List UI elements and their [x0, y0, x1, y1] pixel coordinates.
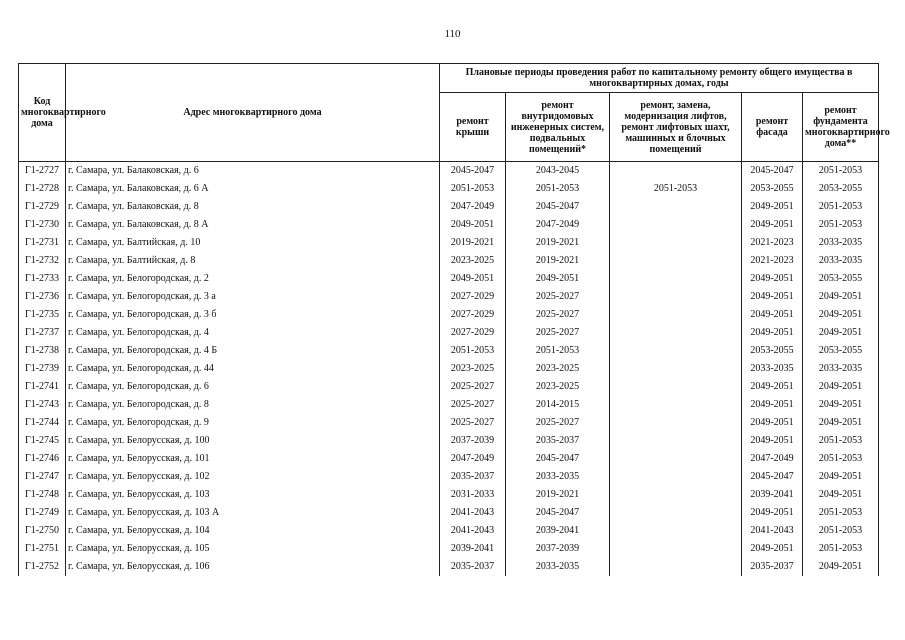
header-facade: ремонт фасада [742, 93, 803, 162]
cell-facade: 2049-2051 [742, 306, 803, 324]
cell-facade: 2021-2023 [742, 252, 803, 270]
cell-engineering: 2047-2049 [506, 216, 610, 234]
cell-address: г. Самара, ул. Белорусская, д. 102 [66, 468, 440, 486]
cell-engineering: 2025-2027 [506, 324, 610, 342]
cell-code: Г1-2751 [19, 540, 66, 558]
cell-code: Г1-2748 [19, 486, 66, 504]
cell-roof: 2019-2021 [440, 234, 506, 252]
cell-address: г. Самара, ул. Белогородская, д. 3 а [66, 288, 440, 306]
cell-engineering: 2045-2047 [506, 504, 610, 522]
cell-code: Г1-2735 [19, 306, 66, 324]
cell-engineering: 2037-2039 [506, 540, 610, 558]
cell-foundation: 2053-2055 [803, 270, 879, 288]
cell-foundation: 2051-2053 [803, 198, 879, 216]
cell-engineering: 2045-2047 [506, 450, 610, 468]
cell-lifts [610, 468, 742, 486]
cell-code: Г1-2732 [19, 252, 66, 270]
cell-foundation: 2049-2051 [803, 306, 879, 324]
cell-foundation: 2051-2053 [803, 162, 879, 181]
cell-lifts [610, 540, 742, 558]
cell-engineering: 2035-2037 [506, 432, 610, 450]
cell-foundation: 2051-2053 [803, 432, 879, 450]
cell-lifts [610, 252, 742, 270]
table-row [19, 342, 879, 360]
cell-facade: 2049-2051 [742, 378, 803, 396]
cell-engineering: 2014-2015 [506, 396, 610, 414]
cell-lifts [610, 198, 742, 216]
table-row [19, 360, 879, 378]
cell-facade: 2053-2055 [742, 342, 803, 360]
cell-lifts [610, 504, 742, 522]
cell-lifts [610, 558, 742, 576]
cell-engineering: 2033-2035 [506, 468, 610, 486]
cell-engineering: 2025-2027 [506, 414, 610, 432]
cell-foundation: 2051-2053 [803, 216, 879, 234]
cell-foundation: 2033-2035 [803, 252, 879, 270]
cell-facade: 2053-2055 [742, 180, 803, 198]
cell-roof: 2025-2027 [440, 378, 506, 396]
cell-lifts [610, 378, 742, 396]
cell-code: Г1-2743 [19, 396, 66, 414]
header-address: Адрес многоквартирного дома [66, 64, 440, 162]
cell-facade: 2045-2047 [742, 468, 803, 486]
cell-foundation: 2033-2035 [803, 360, 879, 378]
cell-foundation: 2049-2051 [803, 324, 879, 342]
cell-address: г. Самара, ул. Белогородская, д. 4 Б [66, 342, 440, 360]
cell-address: г. Самара, ул. Белогородская, д. 3 б [66, 306, 440, 324]
cell-foundation: 2053-2055 [803, 342, 879, 360]
cell-roof: 2027-2029 [440, 324, 506, 342]
table-row [19, 414, 879, 432]
cell-address: г. Самара, ул. Белогородская, д. 6 [66, 378, 440, 396]
cell-roof: 2023-2025 [440, 252, 506, 270]
cell-facade: 2041-2043 [742, 522, 803, 540]
cell-address: г. Самара, ул. Белорусская, д. 103 А [66, 504, 440, 522]
cell-address: г. Самара, ул. Белогородская, д. 44 [66, 360, 440, 378]
cell-foundation: 2049-2051 [803, 486, 879, 504]
cell-engineering: 2025-2027 [506, 306, 610, 324]
cell-engineering: 2019-2021 [506, 234, 610, 252]
cell-facade: 2049-2051 [742, 198, 803, 216]
cell-address: г. Самара, ул. Балаковская, д. 6 [66, 162, 440, 181]
cell-lifts [610, 414, 742, 432]
cell-address: г. Самара, ул. Белорусская, д. 101 [66, 450, 440, 468]
table-body [19, 162, 879, 577]
cell-roof: 2027-2029 [440, 288, 506, 306]
cell-address: г. Самара, ул. Балтийская, д. 8 [66, 252, 440, 270]
header-lifts: ремонт, замена, модернизация лифтов, ремонт лифтовых шахт, машинных и блочных помещений [610, 93, 742, 162]
cell-lifts [610, 306, 742, 324]
table-row [19, 396, 879, 414]
cell-facade: 2049-2051 [742, 540, 803, 558]
cell-engineering: 2051-2053 [506, 342, 610, 360]
cell-engineering: 2039-2041 [506, 522, 610, 540]
cell-facade: 2039-2041 [742, 486, 803, 504]
cell-facade: 2049-2051 [742, 504, 803, 522]
cell-roof: 2047-2049 [440, 450, 506, 468]
cell-roof: 2049-2051 [440, 270, 506, 288]
cell-facade: 2049-2051 [742, 432, 803, 450]
cell-code: Г1-2727 [19, 162, 66, 181]
cell-foundation: 2051-2053 [803, 504, 879, 522]
cell-code: Г1-2739 [19, 360, 66, 378]
cell-lifts [610, 486, 742, 504]
cell-foundation: 2053-2055 [803, 180, 879, 198]
cell-facade: 2049-2051 [742, 396, 803, 414]
cell-engineering: 2049-2051 [506, 270, 610, 288]
table-row [19, 234, 879, 252]
cell-address: г. Самара, ул. Белогородская, д. 8 [66, 396, 440, 414]
cell-address: г. Самара, ул. Белорусская, д. 103 [66, 486, 440, 504]
cell-lifts [610, 396, 742, 414]
cell-lifts [610, 288, 742, 306]
cell-roof: 2045-2047 [440, 162, 506, 181]
cell-foundation: 2049-2051 [803, 396, 879, 414]
cell-roof: 2039-2041 [440, 540, 506, 558]
cell-facade: 2049-2051 [742, 270, 803, 288]
cell-code: Г1-2731 [19, 234, 66, 252]
cell-address: г. Самара, ул. Белорусская, д. 100 [66, 432, 440, 450]
table-row [19, 288, 879, 306]
cell-lifts [610, 432, 742, 450]
table-header [19, 64, 890, 162]
cell-address: г. Самара, ул. Балаковская, д. 8 [66, 198, 440, 216]
table-row [19, 324, 879, 342]
cell-code: Г1-2747 [19, 468, 66, 486]
cell-roof: 2025-2027 [440, 396, 506, 414]
cell-roof: 2041-2043 [440, 522, 506, 540]
cell-code: Г1-2733 [19, 270, 66, 288]
cell-roof: 2027-2029 [440, 306, 506, 324]
cell-engineering: 2023-2025 [506, 360, 610, 378]
cell-facade: 2047-2049 [742, 450, 803, 468]
table-row [19, 252, 879, 270]
table-row [19, 378, 879, 396]
cell-code: Г1-2729 [19, 198, 66, 216]
cell-foundation: 2049-2051 [803, 378, 879, 396]
cell-address: г. Самара, ул. Балаковская, д. 6 А [66, 180, 440, 198]
cell-roof: 2025-2027 [440, 414, 506, 432]
cell-roof: 2051-2053 [440, 180, 506, 198]
cell-code: Г1-2752 [19, 558, 66, 576]
table-row [19, 450, 879, 468]
cell-facade: 2033-2035 [742, 360, 803, 378]
cell-lifts [610, 216, 742, 234]
cell-facade: 2049-2051 [742, 324, 803, 342]
cell-code: Г1-2730 [19, 216, 66, 234]
cell-lifts [610, 162, 742, 181]
header-planned-periods: Плановые периоды проведения работ по капитальному ремонту общего имущества в многоквартирных домах, годы [440, 64, 879, 93]
cell-roof: 2041-2043 [440, 504, 506, 522]
cell-address: г. Самара, ул. Белорусская, д. 104 [66, 522, 440, 540]
cell-foundation: 2051-2053 [803, 540, 879, 558]
cell-foundation: 2049-2051 [803, 558, 879, 576]
table-row [19, 306, 879, 324]
cell-address: г. Самара, ул. Белогородская, д. 2 [66, 270, 440, 288]
header-engineering: ремонт внутридомовых инженерных систем, подвальных помещений* [506, 93, 610, 162]
table-row [19, 198, 879, 216]
cell-engineering: 2025-2027 [506, 288, 610, 306]
table-row [19, 162, 879, 181]
table-row [19, 504, 879, 522]
cell-engineering: 2019-2021 [506, 252, 610, 270]
cell-code: Г1-2750 [19, 522, 66, 540]
cell-roof: 2035-2037 [440, 468, 506, 486]
cell-code: Г1-2741 [19, 378, 66, 396]
cell-address: г. Самара, ул. Балтийская, д. 10 [66, 234, 440, 252]
cell-lifts [610, 522, 742, 540]
cell-roof: 2023-2025 [440, 360, 506, 378]
cell-address: г. Самара, ул. Балаковская, д. 8 А [66, 216, 440, 234]
cell-roof: 2035-2037 [440, 558, 506, 576]
cell-roof: 2031-2033 [440, 486, 506, 504]
cell-engineering: 2033-2035 [506, 558, 610, 576]
cell-code: Г1-2745 [19, 432, 66, 450]
cell-code: Г1-2746 [19, 450, 66, 468]
cell-roof: 2051-2053 [440, 342, 506, 360]
cell-foundation: 2049-2051 [803, 468, 879, 486]
cell-engineering: 2019-2021 [506, 486, 610, 504]
cell-address: г. Самара, ул. Белогородская, д. 9 [66, 414, 440, 432]
table-row [19, 216, 879, 234]
cell-lifts [610, 234, 742, 252]
table-row [19, 558, 879, 576]
cell-lifts [610, 450, 742, 468]
table-row [19, 540, 879, 558]
table-row [19, 486, 879, 504]
cell-lifts [610, 342, 742, 360]
cell-foundation: 2051-2053 [803, 450, 879, 468]
capital-repair-table [18, 63, 890, 576]
cell-address: г. Самара, ул. Белорусская, д. 106 [66, 558, 440, 576]
cell-foundation: 2049-2051 [803, 414, 879, 432]
cell-address: г. Самара, ул. Белорусская, д. 105 [66, 540, 440, 558]
cell-code: Г1-2728 [19, 180, 66, 198]
cell-engineering: 2043-2045 [506, 162, 610, 181]
cell-engineering: 2051-2053 [506, 180, 610, 198]
cell-roof: 2047-2049 [440, 198, 506, 216]
cell-foundation: 2051-2053 [803, 522, 879, 540]
cell-address: г. Самара, ул. Белогородская, д. 4 [66, 324, 440, 342]
header-roof: ремонт крыши [440, 93, 506, 162]
table-row [19, 180, 879, 198]
cell-code: Г1-2736 [19, 288, 66, 306]
cell-lifts [610, 360, 742, 378]
cell-facade: 2049-2051 [742, 288, 803, 306]
cell-lifts [610, 270, 742, 288]
header-foundation: ремонт фундамента многоквартирного дома** [803, 93, 879, 162]
cell-foundation: 2033-2035 [803, 234, 879, 252]
table-row [19, 522, 879, 540]
cell-facade: 2021-2023 [742, 234, 803, 252]
cell-code: Г1-2744 [19, 414, 66, 432]
cell-lifts [610, 324, 742, 342]
page-number: 110 [444, 28, 461, 40]
cell-foundation: 2049-2051 [803, 288, 879, 306]
header-code: Код многоквартирного дома [19, 64, 66, 162]
cell-code: Г1-2738 [19, 342, 66, 360]
cell-roof: 2037-2039 [440, 432, 506, 450]
table-row [19, 270, 879, 288]
cell-facade: 2035-2037 [742, 558, 803, 576]
cell-engineering: 2045-2047 [506, 198, 610, 216]
table-row [19, 432, 879, 450]
cell-engineering: 2023-2025 [506, 378, 610, 396]
cell-code: Г1-2737 [19, 324, 66, 342]
cell-facade: 2049-2051 [742, 414, 803, 432]
cell-lifts: 2051-2053 [610, 180, 742, 198]
cell-facade: 2045-2047 [742, 162, 803, 181]
cell-roof: 2049-2051 [440, 216, 506, 234]
cell-code: Г1-2749 [19, 504, 66, 522]
cell-facade: 2049-2051 [742, 216, 803, 234]
table-row [19, 468, 879, 486]
